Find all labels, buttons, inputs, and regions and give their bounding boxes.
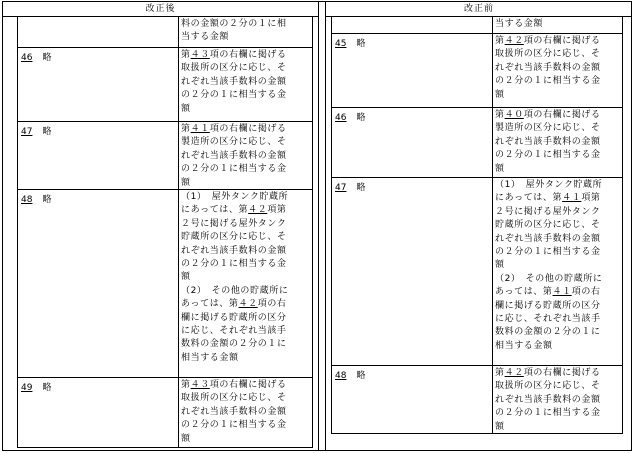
table-row	[332, 365, 622, 433]
column-header-before: 改正前	[326, 2, 632, 17]
inner-table-before	[331, 16, 623, 434]
item-number: 49 略	[21, 383, 52, 393]
column-after	[3, 2, 319, 450]
table-row	[18, 189, 312, 377]
continuation-row	[18, 17, 312, 47]
item-number: 47 略	[335, 183, 366, 193]
row-text: 第４２項の右欄に掲げる 取扱所の区分に応じ、そ れぞれ当該手数料の金額 の２分の１に相当する金 額	[495, 368, 601, 432]
item-number: 48 略	[335, 371, 366, 381]
row-text: 第４０項の右欄に掲げる 製造所の区分に応じ、そ れぞれ当該手数料の金額 の２分の１に相当する金 額	[495, 110, 601, 174]
row-text: （1） 屋外タンク貯蔵所 にあっては、第４１項第 ２号に掲げる屋外タンク 貯蔵所の区分に応じ、そ れぞれ当該手数料の金額 の２分の１に相当する金 額 （2） その他の貯蔵所に あっては、第４１項の右 欄に掲げる貯蔵所の区分 に応じ、それぞれ当該手 数料の金額の２分の１に 相当する金額	[495, 180, 603, 351]
row-text: 第４２項の右欄に掲げる 取扱所の区分に応じ、そ れぞれ当該手数料の金額 の２分の１に相当する金 額	[495, 36, 601, 100]
column-header-after: 改正後	[3, 2, 318, 17]
item-number: 46 略	[335, 113, 366, 123]
table-row	[332, 107, 622, 177]
item-number: 46 略	[21, 53, 52, 63]
continuation-text: 料の金額の２分の１に相 当する金額	[181, 19, 287, 43]
table-row	[332, 33, 622, 107]
table-row	[18, 47, 312, 121]
row-text: 第４３項の右欄に掲げる 取扱所の区分に応じ、そ れぞれ当該手数料の金額 の２分の１に相当する金 額	[181, 380, 287, 444]
amendment-comparison-table	[2, 1, 632, 451]
column-before	[325, 2, 632, 450]
item-number: 47 略	[21, 127, 52, 137]
table-row	[18, 377, 312, 447]
continuation-row	[332, 17, 622, 33]
table-row	[18, 121, 312, 189]
table-row	[332, 177, 622, 365]
row-text: （1） 屋外タンク貯蔵所 にあっては、第４２項第 ２号に掲げる屋外タンク 貯蔵所の区分に応じ、そ れぞれ当該手数料の金額 の２分の１に相当する金 額 （2） その他の貯蔵所に あっては、第４２項の右 欄に掲げる貯蔵所の区分 に応じ、それぞれ当該手 数料の金額の２分の１に 相当する金額	[181, 192, 289, 363]
row-text: 第４１項の右欄に掲げる 製造所の区分に応じ、そ れぞれ当該手数料の金額 の２分の１に相当する金 額	[181, 124, 287, 188]
item-number: 45 略	[335, 39, 366, 49]
row-text: 第４３項の右欄に掲げる 取扱所の区分に応じ、そ れぞれ当該手数料の金額 の２分の１に相当する金 額	[181, 50, 287, 114]
inner-table-after	[17, 16, 313, 448]
continuation-text: 当する金額	[495, 19, 544, 29]
item-number: 48 略	[21, 195, 52, 205]
